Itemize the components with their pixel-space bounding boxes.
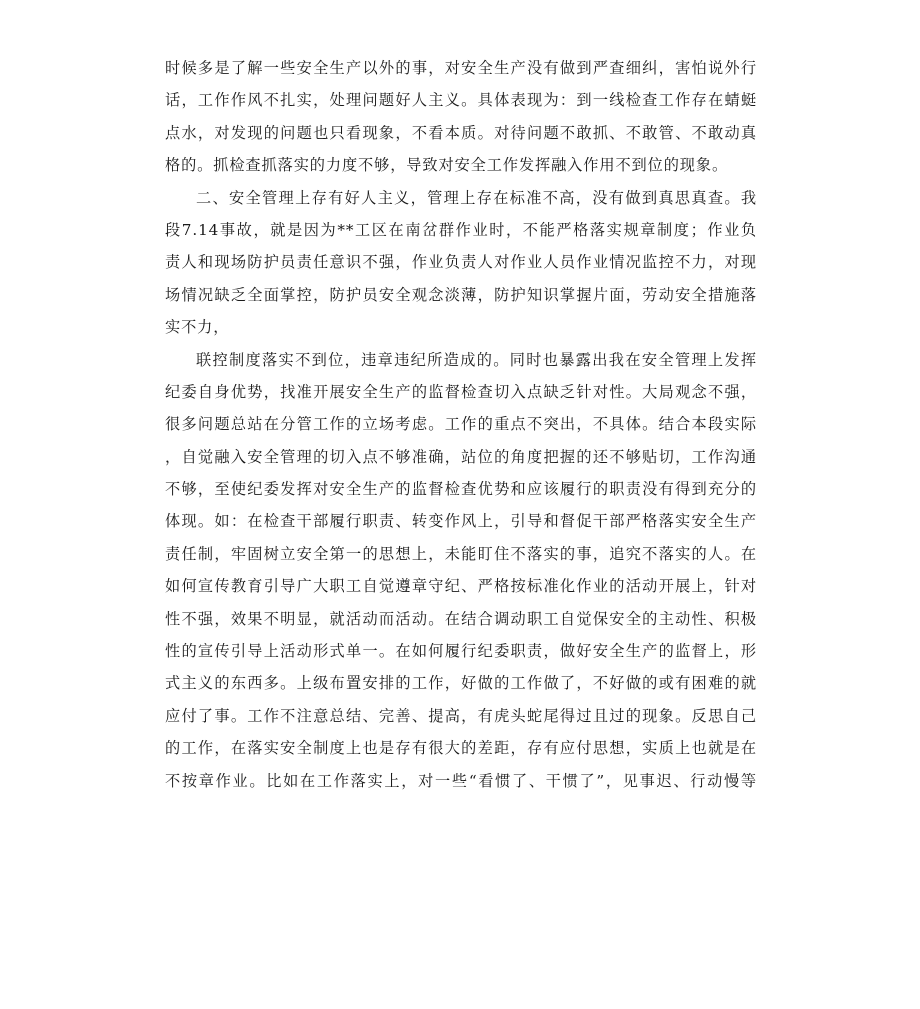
text-line: 段7.14事故，就是因为**工区在南岔群作业时，不能严格落实规章制度；作业负: [165, 220, 757, 239]
text-line: 体现。如：在检查干部履行职责、转变作风上，引导和督促干部严格落实安全生产: [165, 512, 757, 531]
text-line: 责任制，牢固树立安全第一的思想上，未能盯住不落实的事，追究不落实的人。在: [165, 544, 757, 563]
text-line: 格的。抓检查抓落实的力度不够，导致对安全工作发挥融入作用不到位的现象。: [165, 156, 729, 175]
text-line: 式主义的东西多。上级布置安排的工作，好做的工作做了，不好做的或有困难的就: [165, 674, 757, 693]
text-line: 性的宣传引导上活动形式单一。在如何履行纪委职责，做好安全生产的监督上，形: [165, 642, 757, 661]
text-line: 时候多是了解一些安全生产以外的事，对安全生产没有做到严查细纠，害怕说外行: [165, 59, 757, 77]
text-line: 场情况缺乏全面掌控，防护员安全观念淡薄，防护知识掌握片面，劳动安全措施落: [165, 285, 757, 304]
text-line: 的工作，在落实安全制度上也是存有很大的差距，存有应付思想，实质上也就是在: [165, 739, 757, 758]
text-line: 不够，至使纪委发挥对安全生产的监督检查优势和应该履行的职责没有得到充分的: [165, 480, 757, 499]
paragraph-start-line: 二、安全管理上存有好人主义，管理上存在标准不高，没有做到真思真查。我: [196, 188, 757, 207]
text-line: 责人和现场防护员责任意识不强，作业负责人对作业人员作业情况监控不力，对现: [165, 253, 757, 272]
text-line: 实不力，: [165, 318, 230, 337]
text-line: 话，工作作风不扎实，处理问题好人主义。具体表现为：到一线检查工作存在蜻蜓: [165, 91, 757, 110]
text-line: 应付了事。工作不注意总结、完善、提高，有虎头蛇尾得过且过的现象。反思自己: [165, 706, 757, 725]
body-text: [165, 52, 757, 797]
text-line: 不按章作业。比如在工作落实上，对一些“看惯了、干惯了”，见事迟、行动慢等: [165, 771, 757, 790]
text-line: 纪委自身优势，找准开展安全生产的监督检查切入点缺乏针对性。大局观念不强，: [165, 382, 757, 401]
text-line: 如何宣传教育引导广大职工自觉遵章守纪、严格按标准化作业的活动开展上，针对: [165, 577, 757, 596]
text-line: 很多问题总站在分管工作的立场考虑。工作的重点不突出，不具体。结合本段实际: [165, 415, 757, 434]
text-line: 性不强，效果不明显，就活动而活动。在结合调动职工自觉保安全的主动性、积极: [165, 609, 757, 628]
paragraph-start-line: 联控制度落实不到位，违章违纪所造成的。同时也暴露出我在安全管理上发挥: [196, 350, 757, 369]
text-line: ，自觉融入安全管理的切入点不够准确，站位的角度把握的还不够贴切，工作沟通: [165, 447, 757, 466]
text-line: 点水，对发现的问题也只看现象，不看本质。对待问题不敢抓、不敢管、不敢动真: [165, 123, 757, 142]
